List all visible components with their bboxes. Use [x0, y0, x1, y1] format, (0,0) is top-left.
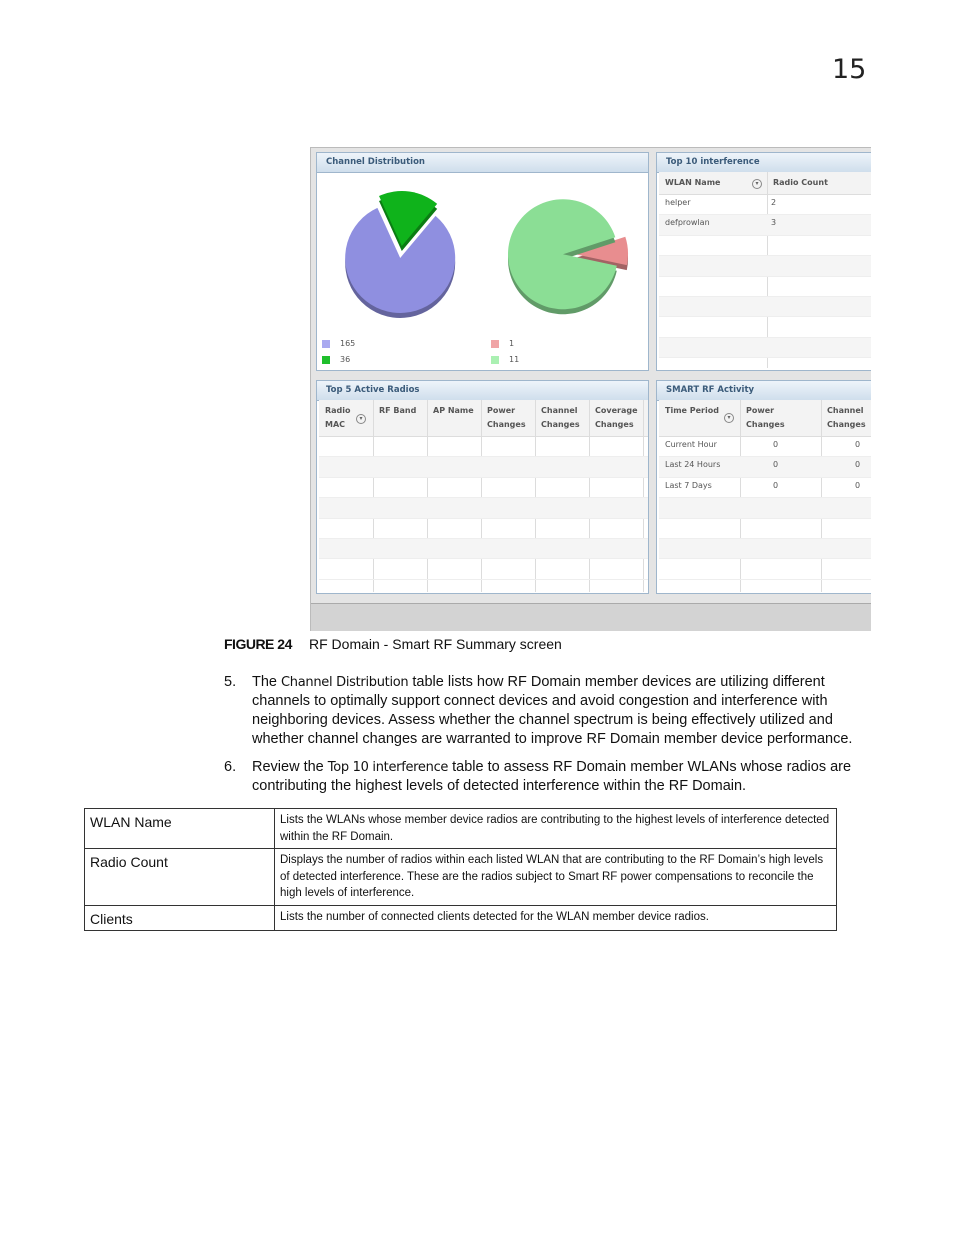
col-ap-name[interactable]: AP Name [433, 406, 474, 415]
col-wlan-name[interactable]: WLAN Name [665, 178, 721, 187]
figure-label: FIGURE 24 [224, 636, 292, 652]
top5-active-radios-panel [316, 380, 649, 594]
definition-description: Displays the number of radios within each listed WLAN that are contributing to the RF Domain’s high levels of detected interference. These are the radios subject to Smart RF power compensations to reconcile the high levels of interference. [275, 849, 837, 906]
sort-icon[interactable]: ▾ [752, 179, 762, 189]
table-row [659, 277, 871, 297]
definition-description: Lists the WLANs whose member device radios are contributing to the highest levels of interference detected within the RF Domain. [275, 809, 837, 849]
table-row [659, 338, 871, 358]
table-row [85, 849, 837, 906]
sort-icon[interactable]: ▾ [356, 414, 366, 424]
top10-title: Top 10 interference [657, 153, 871, 173]
step-number: 6. [224, 759, 237, 775]
table-row[interactable] [659, 215, 871, 235]
table-row [659, 498, 871, 518]
smart-rf-activity-panel [656, 380, 871, 594]
channel-cell: 0 [855, 480, 861, 490]
top5-rows [319, 437, 648, 580]
table-row [659, 559, 871, 579]
col-coverage-changes[interactable]: Coverage Changes [595, 406, 638, 429]
channel-cell: 0 [855, 440, 861, 449]
smart-rf-header [659, 400, 871, 437]
table-row [659, 256, 871, 276]
table-row [319, 519, 648, 539]
table-row[interactable] [659, 437, 871, 457]
col-power-changes[interactable]: Power Changes [746, 406, 785, 429]
definition-description: Lists the number of connected clients detected for the WLAN member device radios. [275, 905, 837, 930]
step-text: Review the Top 10 interference table to assess RF Domain member WLANs whose radios are contributing the highest levels of detected interference within the RF Domain. [252, 759, 852, 794]
figure-title: RF Domain - Smart RF Summary screen [309, 636, 562, 652]
table-row [659, 236, 871, 256]
legend-swatch-right-2 [491, 356, 499, 364]
figure-caption [224, 636, 562, 652]
time-period-cell: Current Hour [665, 440, 717, 449]
smart-rf-rows [659, 437, 871, 580]
table-row [319, 539, 648, 559]
smart-rf-title: SMART RF Activity [657, 381, 871, 401]
legend-swatch-left-1 [322, 340, 330, 348]
legend-label-left-2: 36 [340, 355, 351, 364]
table-row[interactable] [659, 457, 871, 477]
table-row [319, 498, 648, 518]
channel-distribution-pies [317, 172, 648, 370]
top5-header [319, 400, 648, 437]
legend-swatch-right-1 [491, 340, 499, 348]
col-time-period[interactable]: Time Period [665, 406, 719, 415]
wlan-name-cell: helper [665, 198, 691, 207]
power-cell: 0 [773, 460, 779, 470]
table-row [659, 317, 871, 337]
table-row [659, 297, 871, 317]
step-number: 5. [224, 674, 237, 690]
time-period-cell: Last 7 Days [665, 480, 712, 490]
term-channel-distribution: Channel Distribution [281, 675, 409, 690]
channel-cell: 0 [855, 460, 861, 470]
power-cell: 0 [773, 440, 779, 449]
legend-label-right-1: 1 [509, 339, 515, 348]
chapter-number: 15 [832, 54, 867, 85]
table-row [85, 809, 837, 849]
col-power-changes[interactable]: Power Changes [487, 406, 526, 429]
table-row [319, 437, 648, 457]
legend-label-left-1: 165 [340, 339, 356, 348]
definition-term: WLAN Name [85, 809, 275, 849]
definition-term: Radio Count [85, 849, 275, 906]
table-row [85, 905, 837, 930]
term-top10-interference: Top 10 interference [327, 760, 449, 775]
time-period-cell: Last 24 Hours [665, 460, 721, 470]
definitions-table [84, 808, 837, 931]
table-row[interactable] [659, 478, 871, 498]
col-channel-changes[interactable]: Channel Changes [827, 406, 866, 429]
col-channel-changes[interactable]: Channel Changes [541, 406, 580, 429]
radio-count-cell: 2 [771, 198, 777, 207]
screen-footer-bar [311, 603, 871, 631]
table-row [319, 457, 648, 477]
legend-swatch-left-2 [322, 356, 330, 364]
table-row [659, 519, 871, 539]
col-rf-band[interactable]: RF Band [379, 406, 417, 415]
power-cell: 0 [773, 480, 779, 490]
step-text: The Channel Distribution table lists how RF Domain member devices are utilizing different channels to optimally support connect devices and avoid congestion and interference with neighboring devices. Assess whether the channel spectrum is being effectively utilized and whether channel changes are warranted to improve RF Domain member device performance. [252, 674, 853, 747]
top10-interference-panel [656, 152, 871, 371]
table-row [659, 539, 871, 559]
sort-icon[interactable]: ▾ [724, 413, 734, 423]
table-row [319, 559, 648, 579]
top10-header [659, 172, 871, 195]
channel-distribution-title: Channel Distribution [317, 153, 648, 173]
table-row[interactable] [659, 195, 871, 215]
wlan-name-cell: defprowlan [665, 218, 710, 228]
table-row [319, 478, 648, 498]
col-radio-mac[interactable]: Radio MAC [325, 406, 351, 429]
legend-label-right-2: 11 [509, 355, 520, 364]
radio-count-cell: 3 [771, 218, 777, 228]
top5-title: Top 5 Active Radios [317, 381, 648, 401]
channel-distribution-panel [316, 152, 649, 371]
top10-rows [659, 195, 871, 358]
definition-term: Clients [85, 905, 275, 930]
col-radio-count[interactable]: Radio Count [773, 178, 828, 187]
smart-rf-summary-screenshot [310, 147, 871, 631]
